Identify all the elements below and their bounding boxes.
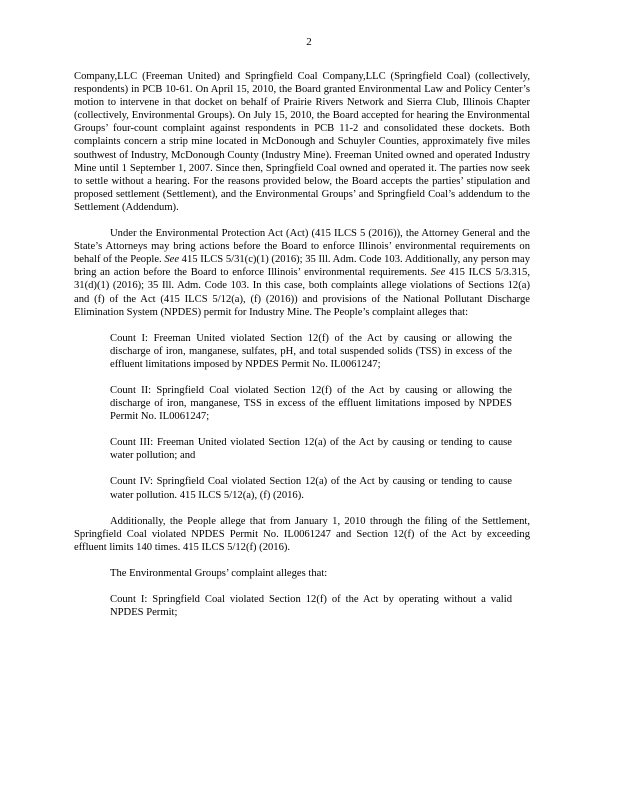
- paragraph-text: 415 ILCS 5/31(c)(1) (2016); 35 Ill. Adm. Code 103. Additionally, any person may bring an action before the Board to enforce Illinois’ environmental requirements.: [74, 254, 530, 279]
- paragraph-text: Under the Environmental Protection Act (Act) (415 ILCS 5 (2016)), the Attorney General and the State’s Attorneys may bring actions before the Board to enforce Illinois’ environmental requirements on behalf of the People.: [74, 228, 530, 266]
- people-count-4: Count IV: Springfield Coal violated Section 12(a) of the Act by causing or tending to cause water pollution. 415 ILCS 5/12(a), (f) (2016).: [110, 476, 512, 501]
- people-count-3: Count III: Freeman United violated Section 12(a) of the Act by causing or tending to cause water pollution; and: [110, 437, 512, 462]
- people-count-2: Count II: Springfield Coal violated Section 12(f) of the Act by causing or allowing the discharge of iron, manganese, TSS in excess of the effluent limitations imposed by NPDES Permit No. IL0061247;: [110, 384, 512, 423]
- citation-signal: See: [164, 254, 180, 266]
- citation-signal: See: [430, 267, 446, 279]
- page-number: 2: [306, 36, 312, 48]
- groups-count-1: Count I: Springfield Coal violated Section 12(f) of the Act by operating without a valid NPDES Permit;: [110, 594, 512, 619]
- paragraph-text: 415 ILCS 5/3.315, 31(d)(1) (2016); 35 Ill. Adm. Code 103. In this case, both complaints allege violations of Sections 12(a) and (f) of the Act (415 ILCS 5/12(a), (f) (2016)) and provisions of the National Pollutant Discharge Elimination System (NPDES) permit for Industry Mine. The People’s complaint alleges that:: [74, 267, 530, 318]
- paragraph-statutory-authority: [74, 227, 530, 319]
- people-count-1: Count I: Freeman United violated Section 12(f) of the Act by causing or allowing the discharge of iron, manganese, sulfates, pH, and total suspended solids (TSS) in excess of the effluent limitations imposed by NPDES Permit No. IL0061247;: [110, 332, 512, 370]
- paragraph-groups-intro: The Environmental Groups’ complaint alleges that:: [110, 567, 328, 579]
- paragraph-case-background: Company,LLC (Freeman United) and Springfield Coal Company,LLC (Springfield Coal) (collectively, respondents) in PCB 10-61. On April 15, 2010, the Board granted Environmental Law and Policy Center’s motion to intervene in that docket on behalf of Prairie Rivers Network and Sierra Club, Illinois Chapter (collectively, Environmental Groups). On July 15, 2010, the Board accepted for hearing the Environmental Groups’ four-count complaint against respondents in PCB 11-2 and consolidated these dockets. Both complaints concern a strip mine located in McDonough and Schuyler Counties, approximately five miles southwest of Industry, McDonough County (Industry Mine). Freeman United owned and operated Industry Mine until 1 September 1, 2007. Since then, Springfield Coal owned and operated it. The parties now seek to settle without a hearing. For the reasons provided below, the Board accepts the parties’ stipulation and proposed settlement (Settlement), and the Environmental Groups’ and Springfield Coal’s addendum to the Settlement (Addendum).: [74, 71, 530, 213]
- paragraph-additional-allegations: Additionally, the People allege that from January 1, 2010 through the filing of the Settlement, Springfield Coal violated NPDES Permit No. IL0061247 and Section 12(f) of the Act by exceeding effluent limits 140 times. 415 ILCS 5/12(f) (2016).: [74, 515, 530, 553]
- page-body: [74, 70, 530, 619]
